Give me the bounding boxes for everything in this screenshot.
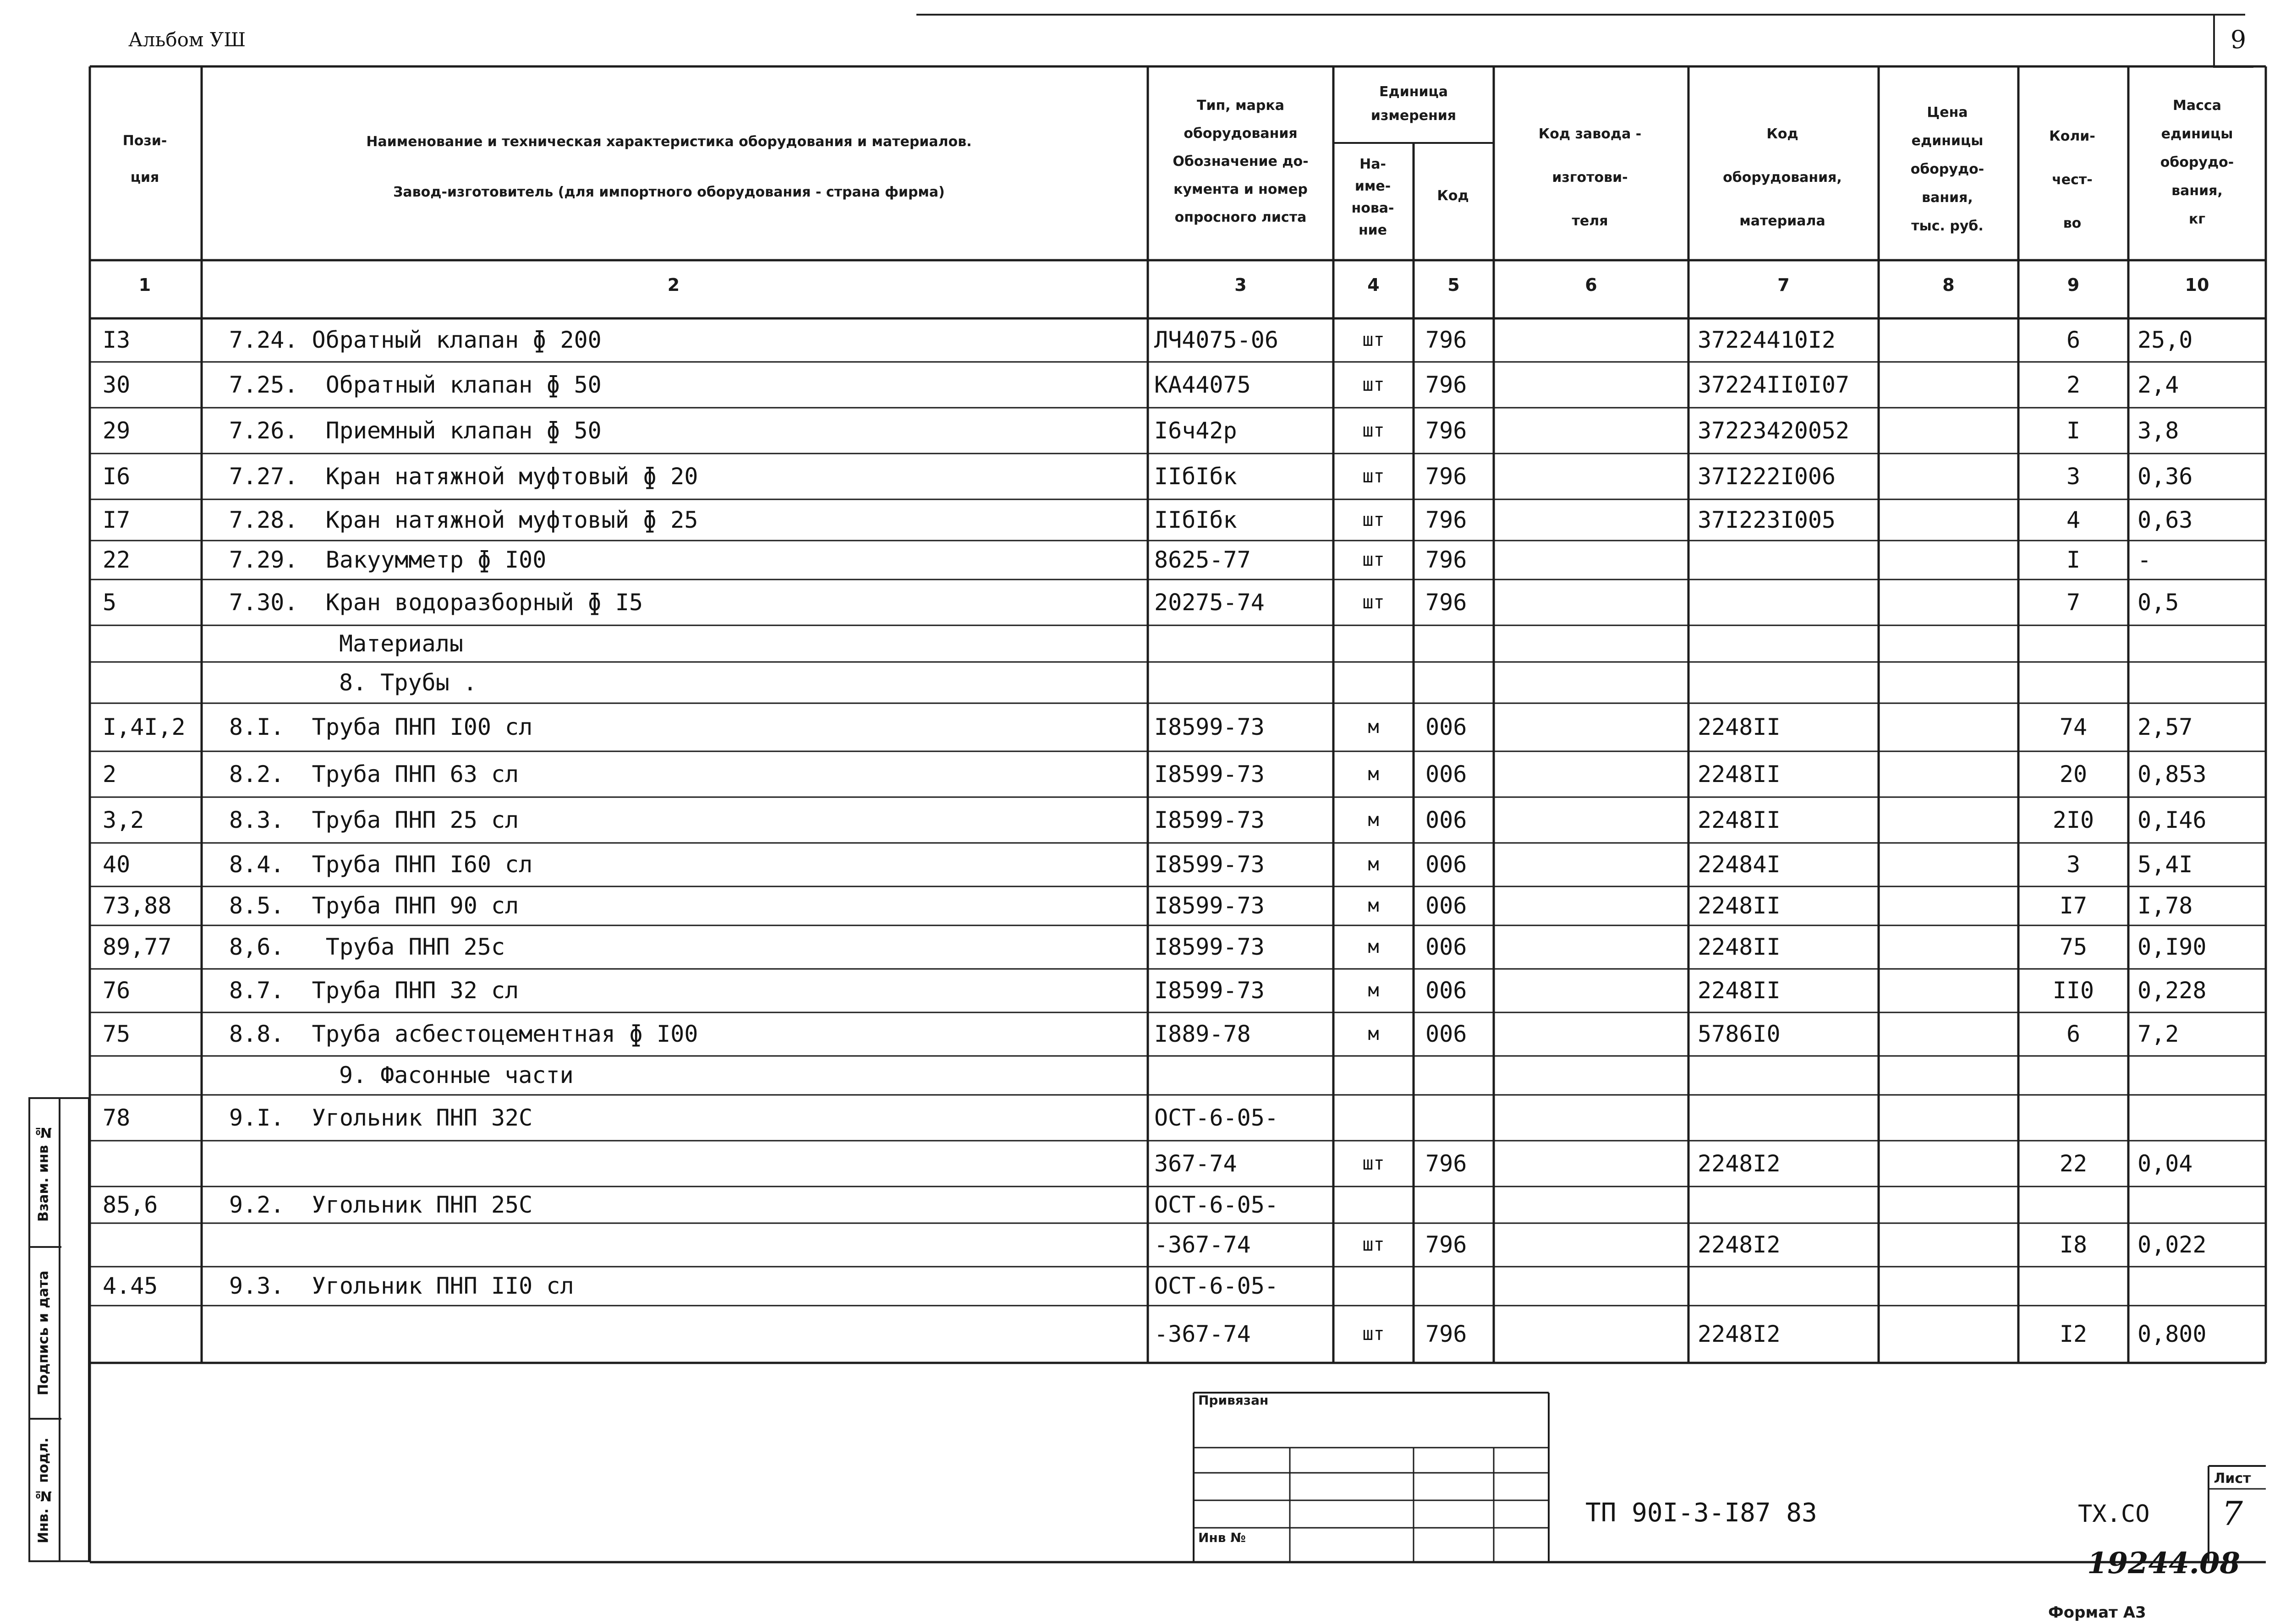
cell-mass: [2138, 625, 2261, 662]
cell-price: [1879, 580, 2018, 625]
cell-quantity: 74: [2059, 714, 2088, 740]
col-num-7: 7: [1777, 275, 1790, 295]
header-col-8: Цена единицы оборудо- вания, тыс. руб.: [1910, 104, 1984, 234]
cell-plant-code: [1494, 662, 1688, 703]
cell-position: [103, 1141, 197, 1187]
cell-type: ОСТ-6-05-: [1154, 1105, 1278, 1131]
cell-unit-name: м: [1368, 809, 1379, 831]
cell-plant-code: [1494, 797, 1688, 843]
cell-type: I6ч42р: [1154, 417, 1237, 444]
cell-plant-code: [1494, 454, 1688, 499]
cell-price: [1879, 625, 2018, 662]
header-col-4: На- име- нова- ние: [1351, 156, 1394, 238]
col-num-2: 2: [667, 275, 680, 295]
cell-unit-name: шт: [1362, 592, 1385, 613]
cell-price: [1879, 541, 2018, 580]
col-num-10: 10: [2185, 275, 2209, 295]
cell-mass: 0,36: [2138, 463, 2193, 490]
cell-type: 20275-74: [1154, 589, 1265, 616]
cell-quantity: 3: [2066, 851, 2081, 878]
cell-plant-code: [1494, 362, 1688, 408]
cell-position: 89,77: [103, 934, 172, 960]
cell-quantity: 22: [2059, 1150, 2088, 1177]
album-title: Альбом УШ: [128, 28, 246, 51]
cell-name: 8.3. Труба ПНП 25 сл: [229, 807, 519, 833]
cell-position: 85,6: [103, 1192, 158, 1218]
cell-name: 9. Фасонные части: [339, 1062, 574, 1088]
cell-name: 7.30. Кран водоразборный ɸ I5: [229, 589, 643, 616]
cell-mass: 0,04: [2138, 1150, 2193, 1177]
cell-plant-code: [1494, 499, 1688, 541]
cell-equipment-code: 22484I: [1698, 851, 1781, 878]
cell-quantity: 6: [2066, 1021, 2081, 1047]
cell-type: [1154, 1056, 1329, 1095]
cell-position: [103, 1306, 197, 1363]
cell-mass: 5,4I: [2138, 851, 2193, 878]
cell-unit-name: м: [1368, 895, 1379, 916]
cell-unit-name: шт: [1362, 1323, 1385, 1345]
cell-name: 9.I. Угольник ПНП 32С: [229, 1105, 533, 1131]
cell-name: 7.26. Приемный клапан ɸ 50: [229, 417, 602, 444]
cell-quantity: 3: [2066, 463, 2081, 490]
cell-plant-code: [1494, 1267, 1688, 1306]
cell-mass: 2,4: [2138, 372, 2179, 398]
cell-position: [103, 1223, 197, 1267]
cell-type: I8599-73: [1154, 851, 1265, 878]
cell-price: [1879, 751, 2018, 797]
cell-type: I8599-73: [1154, 761, 1265, 787]
cell-unit-code: 796: [1425, 1150, 1467, 1177]
cell-type: -367-74: [1154, 1231, 1251, 1258]
cell-type: I8599-73: [1154, 892, 1265, 919]
cell-price: [1879, 318, 2018, 362]
cell-plant-code: [1494, 1223, 1688, 1267]
cell-plant-code: [1494, 580, 1688, 625]
cell-type: [1154, 662, 1329, 703]
cell-quantity: [2018, 625, 2128, 662]
cell-mass: [2138, 1056, 2261, 1095]
cell-unit-name: шт: [1362, 466, 1385, 487]
cell-quantity: I7: [2059, 892, 2088, 919]
col-num-4: 4: [1367, 275, 1380, 295]
cell-type: 367-74: [1154, 1150, 1237, 1177]
top-sheet-number: 9: [2230, 25, 2247, 54]
cell-position: I7: [103, 507, 131, 533]
cell-quantity: 2: [2066, 372, 2081, 398]
cell-equipment-code: 5786I0: [1698, 1021, 1781, 1047]
cell-plant-code: [1494, 925, 1688, 969]
cell-mass: 0,853: [2138, 761, 2207, 787]
cell-mass: [2138, 662, 2261, 703]
cell-unit-name: [1333, 1267, 1414, 1306]
cell-type: IIбIбк: [1154, 463, 1237, 490]
cell-type: -367-74: [1154, 1321, 1251, 1347]
cell-quantity: [2018, 1187, 2128, 1223]
cell-type: I8599-73: [1154, 934, 1265, 960]
cell-name: 7.24. Обратный клапан ɸ 200: [229, 327, 602, 353]
cell-name: 8.8. Труба асбестоцементная ɸ I00: [229, 1021, 698, 1047]
cell-unit-code: [1425, 1095, 1489, 1141]
col-num-6: 6: [1585, 275, 1597, 295]
cell-plant-code: [1494, 1306, 1688, 1363]
cell-name: 8.I. Труба ПНП I00 сл: [229, 714, 533, 740]
cell-mass: 0,228: [2138, 977, 2207, 1004]
cell-mass: 0,63: [2138, 507, 2193, 533]
cell-price: [1879, 408, 2018, 454]
cell-equipment-code: [1698, 662, 1874, 703]
cell-name: 7.28. Кран натяжной муфтовый ɸ 25: [229, 507, 698, 533]
cell-unit-code: [1425, 1187, 1489, 1223]
cell-price: [1879, 797, 2018, 843]
cell-position: 2: [103, 761, 117, 787]
cell-position: [103, 1056, 197, 1095]
cell-equipment-code: [1698, 1187, 1874, 1223]
cell-unit-code: 006: [1425, 934, 1467, 960]
cell-type: I889-78: [1154, 1021, 1251, 1047]
header-col-9: Коли- чест- во: [2049, 128, 2095, 231]
cell-unit-code: [1425, 1267, 1489, 1306]
cell-mass: [2138, 1095, 2261, 1141]
cell-unit-code: 006: [1425, 977, 1467, 1004]
cell-name: 8. Трубы .: [339, 669, 477, 696]
cell-equipment-code: 2248II: [1698, 807, 1781, 833]
cell-name: Материалы: [339, 630, 463, 657]
cell-quantity: I: [2066, 547, 2081, 573]
cell-mass: 0,5: [2138, 589, 2179, 616]
cell-equipment-code: 2248I2: [1698, 1231, 1781, 1258]
label-signature-date: Подпись и дата: [35, 1270, 52, 1396]
cell-name: 8.4. Труба ПНП I60 сл: [229, 851, 533, 878]
label-replace-inv: Взам. инв №: [35, 1124, 52, 1222]
cell-equipment-code: 2248I2: [1698, 1150, 1781, 1177]
header-col-6: Код завода - изготови- теля: [1538, 126, 1642, 229]
cell-type: I8599-73: [1154, 977, 1265, 1004]
cell-equipment-code: 2248II: [1698, 892, 1781, 919]
header-col-10: Масса единицы оборудо- вания, кг: [2160, 98, 2234, 227]
cell-position: 4.45: [103, 1273, 158, 1299]
cell-position: 78: [103, 1105, 131, 1131]
cell-plant-code: [1494, 1141, 1688, 1187]
cell-price: [1879, 925, 2018, 969]
stamp-inv-label: Инв №: [1198, 1530, 1246, 1545]
cell-unit-name: [1333, 1095, 1414, 1141]
cell-position: I6: [103, 463, 131, 490]
header-col-2: Наименование и техническая характеристика оборудования и материалов. Завод-изготовитель (для импортного оборудования - страна фирма): [366, 134, 972, 200]
cell-equipment-code: [1698, 1056, 1874, 1095]
cell-position: 73,88: [103, 892, 172, 919]
cell-unit-code: 006: [1425, 807, 1467, 833]
cell-plant-code: [1494, 625, 1688, 662]
cell-price: [1879, 1141, 2018, 1187]
cell-position: 30: [103, 372, 131, 398]
handwritten-number: 19244.08: [2087, 1546, 2240, 1580]
cell-quantity: I: [2066, 417, 2081, 444]
cell-quantity: [2018, 1095, 2128, 1141]
cell-mass: 0,I90: [2138, 934, 2207, 960]
cell-plant-code: [1494, 886, 1688, 925]
cell-name: 9.2. Угольник ПНП 25С: [229, 1192, 533, 1218]
cell-equipment-code: 2248II: [1698, 977, 1781, 1004]
cell-quantity: [2018, 1056, 2128, 1095]
cell-mass: 7,2: [2138, 1021, 2179, 1047]
cell-unit-code: 796: [1425, 547, 1467, 573]
stamp-sheet-value: 7: [2222, 1494, 2243, 1533]
cell-type: КА44075: [1154, 372, 1251, 398]
header-col-5: Код: [1437, 188, 1469, 204]
cell-unit-name: шт: [1362, 1153, 1385, 1174]
cell-unit-name: шт: [1362, 329, 1385, 350]
cell-price: [1879, 1267, 2018, 1306]
label-inv-original: Инв. № подл.: [35, 1437, 52, 1543]
cell-unit-code: 796: [1425, 1321, 1467, 1347]
cell-mass: 0,I46: [2138, 807, 2207, 833]
cell-unit-name: [1333, 1187, 1414, 1223]
cell-type: IIбIбк: [1154, 507, 1237, 533]
cell-position: 22: [103, 547, 131, 573]
cell-mass: 0,800: [2138, 1321, 2207, 1347]
cell-position: [103, 625, 197, 662]
cell-unit-name: м: [1368, 764, 1379, 785]
cell-unit-name: [1333, 662, 1414, 703]
cell-position: 29: [103, 417, 131, 444]
cell-unit-code: 006: [1425, 851, 1467, 878]
cell-equipment-code: [1698, 1095, 1874, 1141]
cell-mass: 2,57: [2138, 714, 2193, 740]
cell-plant-code: [1494, 1187, 1688, 1223]
cell-name: 7.29. Вакуумметр ɸ I00: [229, 547, 547, 573]
cell-plant-code: [1494, 843, 1688, 886]
cell-unit-name: шт: [1362, 549, 1385, 570]
cell-unit-code: [1425, 625, 1489, 662]
header-col-7: Код оборудования, материала: [1723, 126, 1842, 229]
cell-unit-code: 796: [1425, 417, 1467, 444]
cell-position: [103, 662, 197, 703]
cell-price: [1879, 843, 2018, 886]
cell-position: I3: [103, 327, 131, 353]
cell-quantity: [2018, 662, 2128, 703]
cell-plant-code: [1494, 1012, 1688, 1056]
cell-equipment-code: 37I222I006: [1698, 463, 1836, 490]
cell-type: ОСТ-6-05-: [1154, 1192, 1278, 1218]
cell-position: I,4I,2: [103, 714, 186, 740]
cell-unit-code: 796: [1425, 372, 1467, 398]
cell-plant-code: [1494, 541, 1688, 580]
cell-unit-code: 796: [1425, 327, 1467, 353]
cell-plant-code: [1494, 703, 1688, 751]
cell-unit-name: м: [1368, 1023, 1379, 1044]
format-label: Формат А3: [2048, 1603, 2146, 1622]
cell-unit-name: шт: [1362, 420, 1385, 441]
cell-unit-name: м: [1368, 716, 1379, 738]
cell-mass: 25,0: [2138, 327, 2193, 353]
cell-equipment-code: 2248II: [1698, 714, 1781, 740]
cell-name: [229, 1306, 1143, 1363]
stamp-doc-code: ТП 90I-3-I87 83: [1585, 1498, 1817, 1528]
cell-price: [1879, 362, 2018, 408]
cell-price: [1879, 703, 2018, 751]
cell-price: [1879, 454, 2018, 499]
cell-equipment-code: 2248II: [1698, 934, 1781, 960]
cell-equipment-code: [1698, 580, 1874, 625]
cell-name: 7.27. Кран натяжной муфтовый ɸ 20: [229, 463, 698, 490]
cell-unit-code: [1425, 662, 1489, 703]
cell-mass: [2138, 1187, 2261, 1223]
cell-mass: [2138, 1267, 2261, 1306]
cell-quantity: 2I0: [2052, 807, 2094, 833]
cell-name: [229, 1223, 1143, 1267]
stamp-tied-label: Привязан: [1198, 1393, 1269, 1408]
cell-price: [1879, 1056, 2018, 1095]
cell-price: [1879, 662, 2018, 703]
cell-price: [1879, 886, 2018, 925]
cell-unit-code: 796: [1425, 1231, 1467, 1258]
cell-unit-code: 006: [1425, 1021, 1467, 1047]
cell-quantity: [2018, 1267, 2128, 1306]
cell-name: [229, 1141, 1143, 1187]
cell-mass: I,78: [2138, 892, 2193, 919]
cell-unit-code: 006: [1425, 892, 1467, 919]
cell-name: 8,6. Труба ПНП 25с: [229, 934, 505, 960]
cell-position: 40: [103, 851, 131, 878]
cell-name: 8.5. Труба ПНП 90 сл: [229, 892, 519, 919]
cell-unit-code: 006: [1425, 761, 1467, 787]
cell-unit-code: 796: [1425, 507, 1467, 533]
cell-mass: 3,8: [2138, 417, 2179, 444]
cell-price: [1879, 969, 2018, 1012]
cell-plant-code: [1494, 969, 1688, 1012]
cell-unit-name: шт: [1362, 509, 1385, 530]
cell-unit-code: [1425, 1056, 1489, 1095]
cell-position: 75: [103, 1021, 131, 1047]
cell-plant-code: [1494, 408, 1688, 454]
cell-unit-code: 796: [1425, 463, 1467, 490]
cell-type: ЛЧ4075-06: [1154, 327, 1278, 353]
cell-type: ОСТ-6-05-: [1154, 1273, 1278, 1299]
cell-name: 7.25. Обратный клапан ɸ 50: [229, 372, 602, 398]
cell-position: 5: [103, 589, 117, 616]
cell-unit-code: 006: [1425, 714, 1467, 740]
cell-quantity: 7: [2066, 589, 2081, 616]
col-num-1: 1: [138, 275, 151, 295]
cell-equipment-code: 37224410I2: [1698, 327, 1836, 353]
cell-price: [1879, 1012, 2018, 1056]
cell-quantity: I8: [2059, 1231, 2088, 1258]
cell-type: [1154, 625, 1329, 662]
cell-quantity: II0: [2052, 977, 2094, 1004]
header-unit-group: Единица измерения: [1370, 84, 1457, 124]
stamp-sheet-label: Лист: [2214, 1471, 2251, 1487]
cell-equipment-code: 37224II0I07: [1698, 372, 1850, 398]
cell-unit-name: м: [1368, 980, 1379, 1001]
cell-price: [1879, 1095, 2018, 1141]
cell-position: 3,2: [103, 807, 144, 833]
col-num-9: 9: [2067, 275, 2080, 295]
cell-unit-name: м: [1368, 936, 1379, 957]
cell-name: 9.3. Угольник ПНП II0 сл: [229, 1273, 574, 1299]
cell-plant-code: [1494, 1056, 1688, 1095]
cell-quantity: 6: [2066, 327, 2081, 353]
cell-plant-code: [1494, 751, 1688, 797]
cell-type: I8599-73: [1154, 807, 1265, 833]
col-num-5: 5: [1447, 275, 1460, 295]
cell-unit-name: шт: [1362, 374, 1385, 395]
stamp-doc-mark: ТХ.СО: [2078, 1500, 2150, 1528]
cell-price: [1879, 1306, 2018, 1363]
cell-equipment-code: [1698, 541, 1874, 580]
cell-quantity: 75: [2059, 934, 2088, 960]
cell-price: [1879, 1187, 2018, 1223]
cell-equipment-code: [1698, 1267, 1874, 1306]
cell-price: [1879, 499, 2018, 541]
cell-name: 8.2. Труба ПНП 63 сл: [229, 761, 519, 787]
cell-position: 76: [103, 977, 131, 1004]
cell-quantity: I2: [2059, 1321, 2088, 1347]
cell-equipment-code: [1698, 625, 1874, 662]
cell-mass: 0,022: [2138, 1231, 2207, 1258]
cell-unit-name: [1333, 1056, 1414, 1095]
cell-equipment-code: 37223420052: [1698, 417, 1850, 444]
cell-plant-code: [1494, 318, 1688, 362]
cell-unit-name: [1333, 625, 1414, 662]
cell-mass: -: [2138, 547, 2152, 573]
cell-equipment-code: 37I223I005: [1698, 507, 1836, 533]
col-num-8: 8: [1942, 275, 1955, 295]
cell-equipment-code: 2248II: [1698, 761, 1781, 787]
cell-type: I8599-73: [1154, 714, 1265, 740]
cell-equipment-code: 2248I2: [1698, 1321, 1781, 1347]
cell-price: [1879, 1223, 2018, 1267]
cell-unit-code: 796: [1425, 589, 1467, 616]
cell-name: 8.7. Труба ПНП 32 сл: [229, 977, 519, 1004]
cell-unit-name: шт: [1362, 1234, 1385, 1255]
header-col-1: Пози- ция: [122, 133, 167, 186]
cell-quantity: 20: [2059, 761, 2088, 787]
cell-plant-code: [1494, 1095, 1688, 1141]
cell-unit-name: м: [1368, 854, 1379, 875]
cell-type: 8625-77: [1154, 547, 1251, 573]
cell-quantity: 4: [2066, 507, 2081, 533]
col-num-3: 3: [1234, 275, 1247, 295]
header-col-3: Тип, марка оборудования Обозначение до- кумента и номер опросного листа: [1173, 98, 1309, 225]
